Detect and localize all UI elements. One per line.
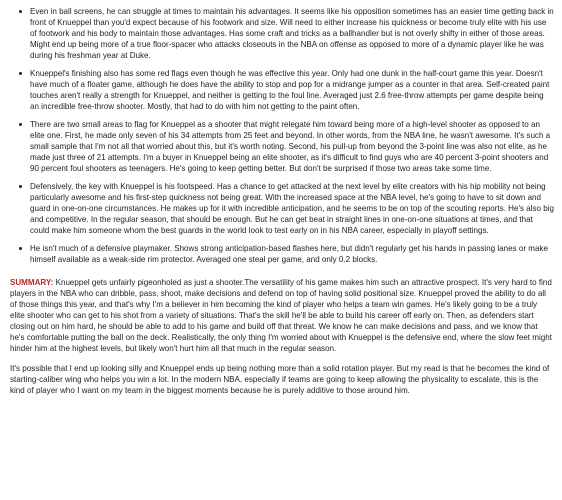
summary-text: Knueppel gets unfairly pigeonholed as just a shooter.The versatility of his game makes him such an attractive prospect. It's very hard to find players in the NBA who can dribble, pass, shoot, make decisions and defend on top of having solid positional size. Knueppel proved the ability to do all of those things this year, and that's why I'm a believer in him becoming the kind of player who helps a team win games. He's likely going to be a truly elite shooter who can get to his shot from a variety of situations. That's the skill he'll be able to build his career off early on. Then, as defenders start closing out on him hard, he should be able to add to his game and build off that threat. We know he can make decisions and pass, and we know that he's comfortable putting the ball on the deck. Realistically, the only thing I'm worried about with Knueppel is the defensive end, where the slow feet might hinder him at the highest levels, but likely won't hurt him all that much in the regular season. [10, 278, 552, 353]
weakness-bullet-list [10, 6, 554, 265]
bullet-dot-icon [19, 72, 22, 75]
bullet-dot-icon [19, 247, 22, 250]
summary-paragraph [10, 277, 554, 354]
bullet-text: He isn't much of a defensive playmaker. Shows strong anticipation-based flashes here, but didn't regularly get his hands in passing lanes or make himself available as a weak-side rim protector. Averaged one steal per game, and only 0.2 blocks. [30, 244, 548, 264]
bullet-shooting [10, 119, 554, 174]
summary-label: SUMMARY: [10, 278, 54, 287]
bullet-text: Even in ball screens, he can struggle at times to maintain his advantages. It seems like his opposition sometimes has an easier time getting back in front of Knueppel than you'd expect because of his footwork and size. Will need to either increase his quickness or become truly elite with his use of footwork and his body to maintain those advantages. Has some craft and tricks as a ballhandler but is not overly shifty in either of those areas. Might end up being more of a true floor-spacer who attacks closeouts in the NBA on offense as opposed to more of a dynamic player like he was during his freshman year at Duke. [30, 7, 554, 60]
bullet-text: Knueppel's finishing also has some red flags even though he was effective this year. Only had one dunk in the half-court game this year. Doesn't have much of a floater game, although he does have the ability to stop and pop for a midrange jumper as a counter in that area. Self-created paint touches aren't really a strength for Knueppel, and neither is getting to the foul line. Averaged just 2.6 free-throw attempts per game despite being an incredible free-throw shooter. Mostly, that had to do with him not getting to the paint often. [30, 69, 550, 111]
closing-paragraph: It's possible that I end up looking silly and Knueppel ends up being nothing more than a solid rotation player. But my read is that he becomes the kind of starting-caliber wing who helps you win a lot. In the modern NBA, especially if teams are going to keep allowing the physicality to escalate, this is the kind of player who I want on my team in the biggest moments because he is purely additive to those around him. [10, 364, 550, 395]
bullet-dot-icon [19, 10, 22, 13]
bullet-dot-icon [19, 185, 22, 188]
bullet-ball-screens [10, 6, 554, 61]
bullet-text: Defensively, the key with Knueppel is his footspeed. Has a chance to get attacked at the next level by elite creators with his hip mobility not being particularly awesome and his first-step quickness not being great. With the increased space at the NBA level, he's going to have to sit down and guard in one-on-one circumstances. He makes up for it with incredible anticipation, and he seems to be on top of the scouting reports. He's also big and competitive. In the regular season, that should be enough. But he can get beat in straight lines in one-on-one situations at times, and that could make him someone whom the best guards in the world look to test early on in his NBA career, especially in playoff settings. [30, 182, 554, 235]
bullet-finishing [10, 68, 554, 112]
bullet-dot-icon [19, 123, 22, 126]
bullet-defensive-playmaking [10, 243, 554, 265]
bullet-text: There are two small areas to flag for Knueppel as a shooter that might relegate him toward being more of a high-level shooter as opposed to an elite one. First, he made only seven of his 34 attempts from 25 feet and beyond. In other words, from the NBA line, he wasn't awesome. It's such a small sample that I'm not all that worried about this, but it's worth noting. Second, his pull-up from beyond the 3-point line was also not elite, as he made just three of 21 attempts. I'm a buyer in Knueppel being an elite shooter, as it's difficult to find guys who are 40 percent 3-point shooters and 90 percent foul shooters as teenagers. He's going to keep getting better. But don't be surprised if those two areas take some time. [30, 120, 551, 173]
bullet-defense-footspeed [10, 181, 554, 236]
